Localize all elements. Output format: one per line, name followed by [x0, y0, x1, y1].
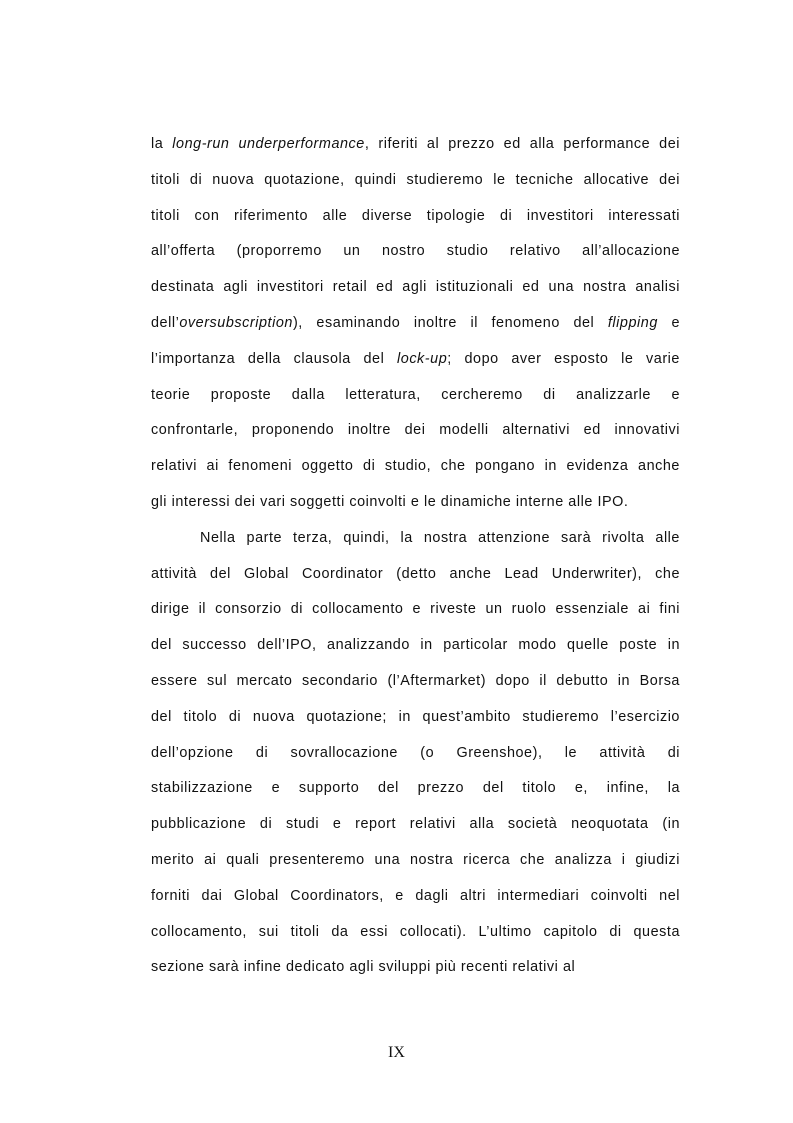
text-segment: gli interessi dei vari soggetti coinvolti e le dinamiche interne alle IPO. — [151, 493, 629, 510]
text-line — [151, 378, 680, 414]
text-segment: la — [151, 136, 173, 152]
text-line — [151, 557, 680, 593]
italic-term: flipping — [607, 314, 658, 331]
text-line — [151, 306, 680, 342]
text-segment: Nella parte terza, quindi, la nostra attenzione sarà rivolta alle — [200, 529, 680, 546]
text-line — [151, 950, 680, 986]
text-segment: dell’opzione di sovrallocazione (o Greenshoe), le attività di — [151, 744, 680, 761]
text-segment: essere sul mercato secondario (l’Aftermarket) dopo il debutto in Borsa — [151, 672, 680, 689]
body-text — [151, 127, 680, 986]
text-line — [151, 234, 680, 270]
text-segment: collocamento, sui titoli da essi collocati). L’ultimo capitolo di questa — [151, 923, 680, 940]
text-segment: pubblicazione di studi e report relativi alla società neoquotata (in — [151, 816, 680, 833]
text-segment: confrontarle, proponendo inoltre dei modelli alternativi ed innovativi — [151, 422, 680, 439]
text-segment: titoli di nuova quotazione, quindi studieremo le tecniche allocative dei — [151, 171, 680, 188]
text-line — [151, 807, 680, 843]
text-line — [151, 915, 680, 951]
text-line — [151, 521, 680, 557]
text-segment: sezione sarà infine dedicato agli sviluppi più recenti relativi al — [151, 959, 576, 976]
text-segment: del successo dell’IPO, analizzando in particolar modo quelle poste in — [151, 637, 680, 654]
text-segment: e — [657, 314, 680, 331]
text-line — [151, 485, 680, 521]
text-line — [151, 270, 680, 306]
text-line — [151, 163, 680, 199]
text-segment: relativi ai fenomeni oggetto di studio, che pongano in evidenza anche — [151, 458, 680, 475]
text-line — [151, 127, 680, 163]
text-segment: all’offerta (proporremo un nostro studio relativo all’allocazione — [151, 243, 680, 260]
italic-term: oversubscription — [179, 314, 293, 331]
text-segment: dell’ — [151, 314, 180, 331]
text-line — [151, 843, 680, 879]
text-segment: ; dopo aver esposto le varie — [447, 350, 680, 367]
text-line — [151, 592, 680, 628]
text-segment: forniti dai Global Coordinators, e dagli altri intermediari coinvolti nel — [151, 887, 680, 904]
text-line — [151, 700, 680, 736]
text-line — [151, 199, 680, 235]
text-line — [151, 771, 680, 807]
italic-term: long-run underperformance — [172, 136, 365, 152]
text-segment: destinata agli investitori retail ed agli istituzionali ed una nostra analisi — [151, 279, 680, 296]
text-segment: stabilizzazione e supporto del prezzo del titolo e, infine, la — [151, 780, 680, 797]
text-segment: dirige il consorzio di collocamento e riveste un ruolo essenziale ai fini — [151, 601, 680, 618]
text-segment: attività del Global Coordinator (detto anche Lead Underwriter), che — [151, 565, 680, 582]
text-line — [151, 879, 680, 915]
italic-term: lock-up — [397, 350, 448, 367]
text-line — [151, 628, 680, 664]
text-line — [151, 664, 680, 700]
text-segment: merito ai quali presenteremo una nostra ricerca che analizza i giudizi — [151, 851, 680, 868]
text-line — [151, 413, 680, 449]
text-segment: titoli con riferimento alle diverse tipologie di investitori interessati — [151, 207, 680, 224]
page-number: IX — [388, 1044, 405, 1061]
text-line — [151, 342, 680, 378]
text-segment: teorie proposte dalla letteratura, cercheremo di analizzarle e — [151, 386, 680, 403]
text-line — [151, 736, 680, 772]
text-line — [151, 449, 680, 485]
text-segment: del titolo di nuova quotazione; in quest’ambito studieremo l’esercizio — [151, 708, 680, 725]
text-segment: ), esaminando inoltre il fenomeno del — [292, 314, 608, 331]
text-segment: l’importanza della clausola del — [151, 350, 398, 367]
text-segment: , riferiti al prezzo ed alla performance dei — [364, 136, 680, 152]
